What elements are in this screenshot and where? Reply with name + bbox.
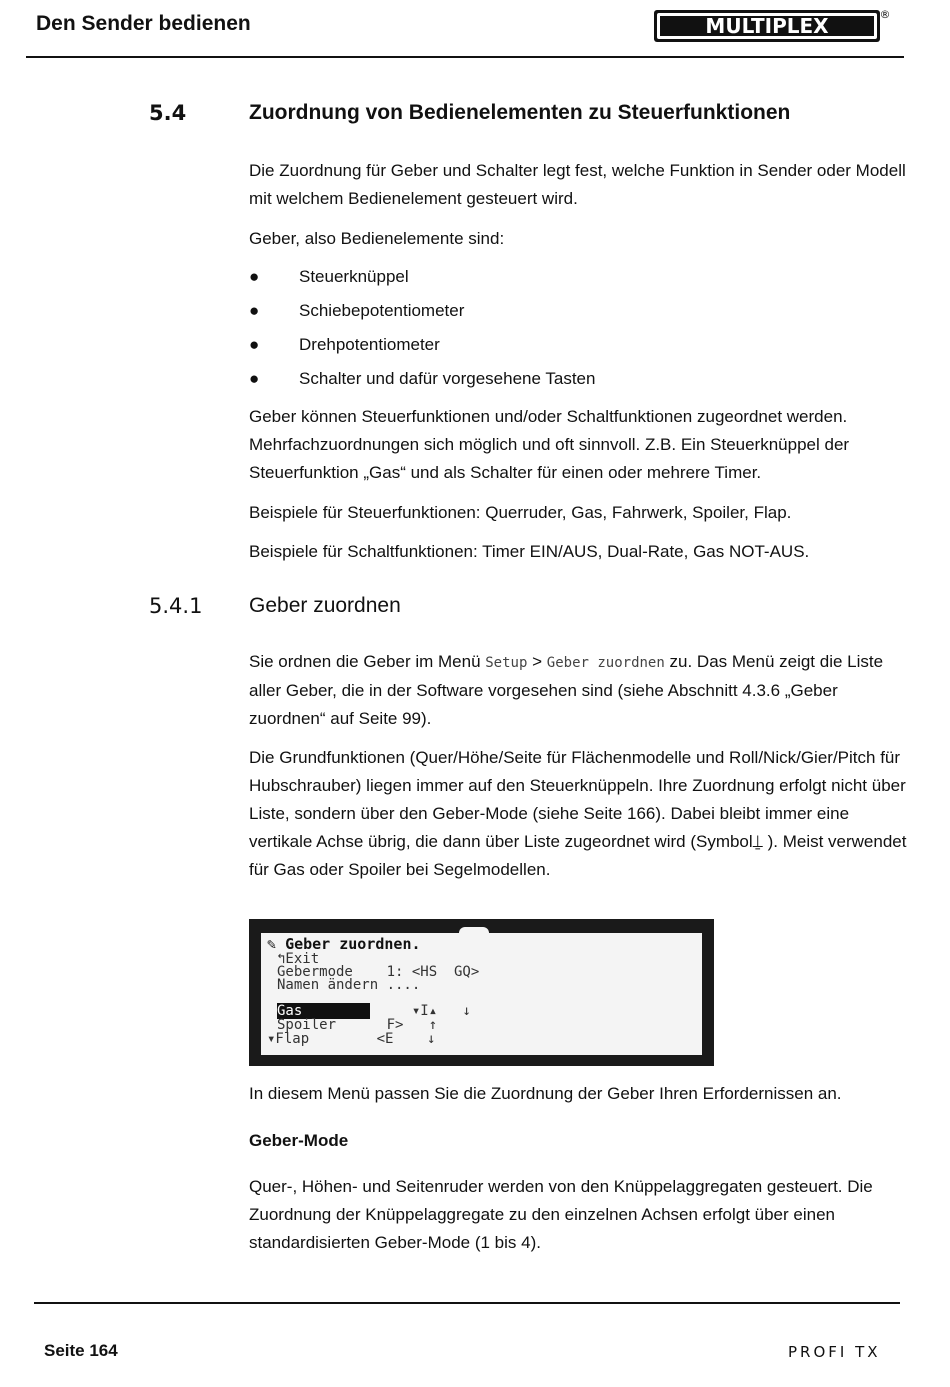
- section-title: Zuordnung von Bedienelementen zu Steuerfunktionen: [249, 101, 791, 124]
- subheading: Geber-Mode: [249, 1131, 349, 1150]
- subsection-number: 5.4.1: [149, 594, 203, 618]
- lcd-line: ↰Exit: [277, 951, 320, 967]
- paragraph: Sie ordnen die Geber im Menü Setup > Geber zuordnen zu. Das Menü zeigt die Liste aller Geber, die in der Software vorgesehen sind (siehe Abschnitt 4.3.6 „Geber zuordnen“ auf Seite 99).: [249, 652, 884, 728]
- paragraph: Geber können Steuerfunktionen und/oder Schaltfunktionen zugeordnet werden. Mehrfachzuordnungen sich möglich und oft sinnvoll. Z.B. Ein Steuerknüppel der Steuerfunktion „Gas“ und als Schalter für einen oder mehrere Timer.: [249, 407, 850, 482]
- footer-rule: [34, 1302, 900, 1304]
- section-number: 5.4: [149, 101, 187, 125]
- paragraph: Die Grundfunktionen (Quer/Höhe/Seite für Flächenmodelle und Roll/Nick/Gier/Pitch für Hubschrauber) liegen immer auf den Steuerknüppeln. Ihre Zuordnung erfolgt nicht über Liste, sondern über den Geber-Mode (siehe Seite 166). Dabei bleibt immer eine vertikale Achse übrig, die dann über Liste zugeordnet wird (Symbol⍊ ). Meist verwendet für Gas oder Spoiler bei Segelmodellen.: [249, 748, 907, 879]
- product-name: PROFI TX: [788, 1343, 881, 1361]
- lcd-title: ✎ Geber zuordnen.: [267, 935, 421, 953]
- paragraph: Beispiele für Steuerfunktionen: Querruder, Gas, Fahrwerk, Spoiler, Flap.: [249, 503, 792, 522]
- lcd-line: ▾Flap <E ↓: [267, 1031, 436, 1047]
- menu-ref-geber: Geber zuordnen: [546, 655, 665, 671]
- lcd-selected-line: Gas ▾I▴ ↓: [277, 1003, 471, 1019]
- paragraph: Beispiele für Schaltfunktionen: Timer EIN/AUS, Dual-Rate, Gas NOT-AUS.: [249, 542, 810, 561]
- multiplex-logo: [654, 6, 894, 46]
- paragraph: In diesem Menü passen Sie die Zuordnung der Geber Ihren Erfordernissen an.: [249, 1084, 842, 1103]
- lcd-screenshot: [249, 919, 714, 1066]
- registered-mark: ®: [879, 8, 891, 21]
- page-number: Seite 164: [44, 1341, 118, 1360]
- paragraph: Quer-, Höhen- und Seitenruder werden von den Knüppelaggregaten gesteuert. Die Zuordnung der Knüppelaggregate zu den einzelnen Achsen erfolgt über einen standardisierten Geber-Mode (1 bis 4).: [249, 1177, 873, 1252]
- logo-text: MULTIPLEX: [705, 14, 829, 38]
- paragraph: Geber, also Bedienelemente sind:: [249, 229, 505, 248]
- paragraph: Die Zuordnung für Geber und Schalter legt fest, welche Funktion in Sender oder Modell mit welchem Bedienelement gesteuert wird.: [249, 161, 906, 208]
- menu-ref-setup: Setup: [485, 655, 528, 671]
- stick-symbol-icon: ⍊: [752, 832, 763, 851]
- subsection-title: Geber zuordnen: [249, 594, 401, 617]
- lcd-line: Gebermode 1: <HS GQ>: [277, 964, 480, 980]
- header-rule: [26, 56, 904, 58]
- header-title: Den Sender bedienen: [36, 12, 251, 35]
- lcd-line: Namen ändern ....: [277, 977, 421, 993]
- lcd-line: Spoiler F> ↑: [277, 1017, 438, 1033]
